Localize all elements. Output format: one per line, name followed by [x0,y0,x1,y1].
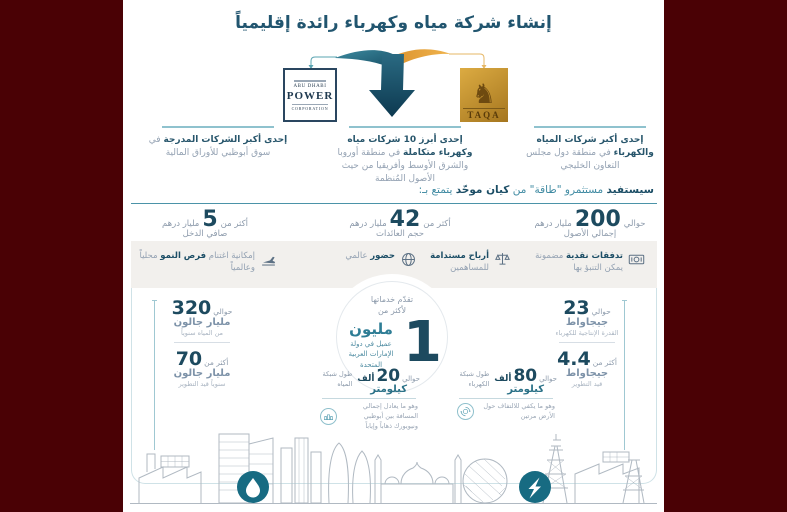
distance-cities-icon [320,408,337,425]
tower-slim-2 [295,438,308,503]
highlight-adx [143,126,293,160]
around-earth-icon [457,403,474,420]
stat-prefix: أكثر من [423,219,451,229]
water-network-block: حوالي20ألف كيلومتر طول شبكة المياه وهو ما يعادل إجمالي المسافة بين أبوظبي ونيويورك ذهاباً وإياباً [318,366,420,431]
page-title: إنشاء شركة مياه وكهرباء رائدة إقليمياً [235,13,552,33]
customers-sub: عميل في دولة الإمارات العربية المتحدة [348,339,394,369]
highlight-text: إحدى أكبر شركات المياه والكهرباء في منطقة دول مجلس التعاون الخليجي [526,135,654,172]
stat-value: 5 [202,207,218,232]
highlight-rule [349,126,461,128]
dome-building [463,459,507,503]
water-network-note: وهو ما يعادل إجمالي المسافة بين أبوظبي ونيويورك ذهاباً وإياباً [362,402,418,430]
benefit-text: حضور عالمي [345,251,395,261]
section-divider [131,203,657,204]
stat-revenues [333,207,467,239]
stat-unit: مليار درهم [349,219,387,229]
stat-label: إجمالي الأصول [563,229,617,239]
circle-intro: تقدّم خدماتها لأكثر من [370,295,414,315]
highlight-text: إحدى أبرز 10 شركات مياه وكهرباء متكاملة في منطقة أوروبا والشرق الأوسط وأفريقيا من حيث الأصول المُنظمة [337,135,473,185]
stat-prefix: أكثر من [220,219,249,229]
circle-figure [337,309,447,375]
cash-icon [628,251,645,268]
water-stat-development: أكثر من70 مليار جالون سنوياً قيد التطوير [173,348,231,388]
stat-unit: مليار درهم [161,219,200,229]
water-network-label: طول شبكة المياه [322,370,353,389]
taqa-logo [460,68,508,122]
merge-arrow-graphic [123,44,664,124]
tower-slim-1 [281,448,292,503]
stat-total-assets [523,207,657,239]
pylon-large-arms [549,434,563,450]
highlight-rule [534,126,646,128]
benefit-text: إمكانية اغتنام فرص النمو محلياً وعالمياً [139,251,255,274]
power-stats-block [548,297,626,388]
sail-tower-2 [353,451,371,503]
benefit-text: أرباح مستدامة للمساهمين [430,251,489,274]
power-network-block: حوالي80ألف كيلومتر طول شبكة الكهرباء وهو ما يكفي للالتفاف حول الأرض مرتين [455,366,557,422]
factory-left [139,467,201,503]
network-divider [459,398,553,399]
stat-label: حجم العائدات [376,229,424,239]
benefit-sustainable-profits [411,250,511,275]
benefit-growth-opportunities [135,250,277,275]
power-network-note: وهو ما يكفي للالتفاف حول الأرض مرتين [483,402,555,420]
highlight-rule [162,126,274,128]
down-arrow [369,54,415,117]
pylon-small [623,460,644,503]
stat-divider [174,342,230,343]
stat-label: صافي الدخل [182,229,228,239]
mosque-base [381,484,453,503]
customers-value: 1 [403,309,442,375]
highlight-emea [335,126,475,186]
tower-slim-3 [311,452,321,503]
stat-net-income [138,207,272,239]
stat-unit: مليار درهم [534,219,572,229]
mosque-main-dome [401,462,433,484]
power-stat-development: أكثر من4.4 جيجاواط قيد التطوير [557,348,617,388]
adpower-name-bottom: CORPORATION [291,105,329,111]
minaret-left [375,455,381,503]
adpower-name-main: POWER [286,89,334,102]
adpower-arabic-line [294,80,326,82]
connector-left-line [311,57,337,65]
power-network-label: طول شبكة الكهرباء [459,370,490,389]
infographic-sheet [123,0,664,512]
investor-benefit-sentence: سيستفيد مستثمرو "طاقة" من كيان موحّد يتمتع بـ: [418,184,654,196]
stat-prefix: حوالي [623,219,646,229]
scales-icon [494,251,511,268]
adpower-name-top: ABU DHABI [293,83,327,89]
mosque-dome-left [385,477,399,484]
connector-right-line [449,54,484,65]
network-divider [322,398,416,399]
factory-chimney [147,454,155,472]
stat-value: 42 [389,207,421,232]
benefit-global-presence [335,250,417,268]
sail-tower-1 [329,443,349,503]
mosque-dome-right [435,477,449,484]
highlight-text: إحدى أكبر الشركات المدرجة في سوق أبوظبي للأوراق المالية [148,135,288,159]
water-stat-annual: حوالي320 مليار جالون من المياه سنوياً [171,297,233,337]
benefit-text: تدفقات نقدية مضمونة يمكن التنبؤ بها [535,251,623,274]
factory-right [575,464,639,503]
highlight-gcc [523,126,657,173]
stat-value: 200 [574,207,621,232]
water-stats-block [163,297,241,388]
growth-plane-icon [260,251,277,268]
benefit-cash-flows [523,250,645,275]
power-stat-capacity: حوالي23 جيجاواط القدرة الإنتاجية للكهرباء [555,297,619,337]
adpower-logo [283,68,337,122]
customers-unit: مليون [349,319,393,338]
taqa-horse-icon: ♞ [471,79,497,110]
minaret-right [455,455,461,503]
taqa-wordmark: TAQA [463,108,505,120]
stat-divider [559,342,615,343]
globe-icon [400,251,417,268]
